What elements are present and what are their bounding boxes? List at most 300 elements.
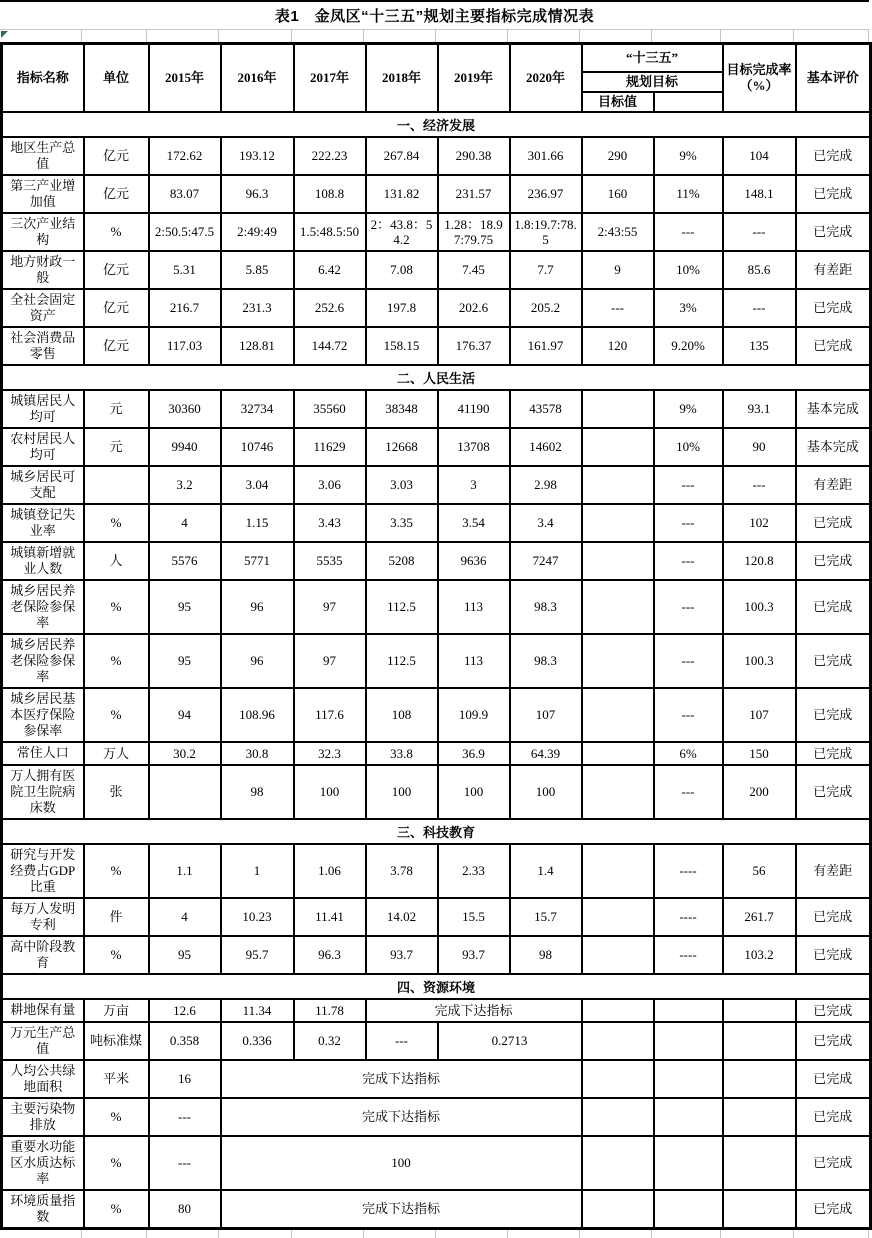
table-cell: 0.32 xyxy=(294,1022,366,1060)
table-cell: 98 xyxy=(510,936,582,974)
excel-gridline-strip-top xyxy=(0,29,869,42)
row-unit: % xyxy=(84,504,149,542)
table-cell: 98.3 xyxy=(510,580,582,634)
table-row xyxy=(2,390,871,428)
table-cell: 176.37 xyxy=(438,327,510,365)
table-cell: 有差距 xyxy=(796,251,871,289)
table-cell: --- xyxy=(654,688,723,742)
table-cell: 基本完成 xyxy=(796,428,871,466)
table-cell: 0.358 xyxy=(149,1022,221,1060)
row-label: 人均公共绿地面积 xyxy=(2,1060,84,1098)
table-row xyxy=(2,1060,871,1098)
table-cell: 1.15 xyxy=(221,504,294,542)
table-cell: 7247 xyxy=(510,542,582,580)
row-label: 城乡居民基本医疗保险参保率 xyxy=(2,688,84,742)
table-cell: 已完成 xyxy=(796,175,871,213)
table-cell: --- xyxy=(654,580,723,634)
table-cell: 90 xyxy=(723,428,796,466)
table-cell: 5.85 xyxy=(221,251,294,289)
gridline-stub xyxy=(721,1230,794,1238)
header-year-2015: 2015年 xyxy=(149,44,221,112)
table-cell: 3.43 xyxy=(294,504,366,542)
table-cell xyxy=(582,765,654,819)
table-cell: 290 xyxy=(582,137,654,175)
table-cell: 9940 xyxy=(149,428,221,466)
table-cell: 33.8 xyxy=(366,742,438,765)
table-cell: 已完成 xyxy=(796,137,871,175)
table-cell: --- xyxy=(654,504,723,542)
table-cell: 1.8:19.7:78.5 xyxy=(510,213,582,251)
table-header xyxy=(2,44,871,112)
table-cell xyxy=(582,580,654,634)
table-cell: 2.98 xyxy=(510,466,582,504)
table-cell: 已完成 xyxy=(796,1190,871,1229)
table-row xyxy=(2,898,871,936)
table-cell: 117.6 xyxy=(294,688,366,742)
table-cell: 已完成 xyxy=(796,999,871,1022)
table-cell: 3.06 xyxy=(294,466,366,504)
row-unit xyxy=(84,466,149,504)
table-cell: 252.6 xyxy=(294,289,366,327)
table-cell: --- xyxy=(654,466,723,504)
gridline-stub xyxy=(580,30,652,42)
row-label: 万人拥有医院卫生院病床数 xyxy=(2,765,84,819)
row-unit: % xyxy=(84,634,149,688)
section-label: 三、科技教育 xyxy=(2,819,871,844)
table-row xyxy=(2,634,871,688)
table-cell: 11.78 xyxy=(294,999,366,1022)
table-cell: 已完成 xyxy=(796,1098,871,1136)
table-cell: 3.03 xyxy=(366,466,438,504)
table-cell: 236.97 xyxy=(510,175,582,213)
table-cell: 96 xyxy=(221,580,294,634)
table-cell: 96.3 xyxy=(221,175,294,213)
table-cell: 7.45 xyxy=(438,251,510,289)
table-cell: 2:49:49 xyxy=(221,213,294,251)
table-row xyxy=(2,251,871,289)
table-cell: 95 xyxy=(149,936,221,974)
gridline-stub xyxy=(436,30,508,42)
table-cell: 13708 xyxy=(438,428,510,466)
table-cell xyxy=(582,504,654,542)
table-row xyxy=(2,137,871,175)
table-cell: 已完成 xyxy=(796,898,871,936)
table-cell: 83.07 xyxy=(149,175,221,213)
table-cell: 93.7 xyxy=(438,936,510,974)
table-cell: 112.5 xyxy=(366,634,438,688)
table-row xyxy=(2,742,871,765)
table-cell: 9.20% xyxy=(654,327,723,365)
indicators-table xyxy=(0,42,872,1230)
section-row xyxy=(2,365,871,390)
table-cell: 基本完成 xyxy=(796,390,871,428)
table-cell: 56 xyxy=(723,844,796,898)
row-unit: % xyxy=(84,580,149,634)
table-cell: 12668 xyxy=(366,428,438,466)
table-cell: 100 xyxy=(294,765,366,819)
row-label: 城镇新增就业人数 xyxy=(2,542,84,580)
table-cell: 16 xyxy=(149,1060,221,1098)
table-row xyxy=(2,213,871,251)
table-cell: 95.7 xyxy=(221,936,294,974)
table-cell: --- xyxy=(654,542,723,580)
header-row-1 xyxy=(2,44,871,72)
gridline-stub xyxy=(82,30,147,42)
table-cell: 100 xyxy=(438,765,510,819)
table-cell: 160 xyxy=(582,175,654,213)
row-label: 农村居民人均可 xyxy=(2,428,84,466)
table-cell: ---- xyxy=(654,898,723,936)
table-cell: 6% xyxy=(654,742,723,765)
table-cell: 3.54 xyxy=(438,504,510,542)
table-cell: 100 xyxy=(366,765,438,819)
table-cell: 200 xyxy=(723,765,796,819)
gridline-stub xyxy=(364,30,436,42)
table-cell xyxy=(582,428,654,466)
table-cell: 108 xyxy=(366,688,438,742)
table-cell: 32734 xyxy=(221,390,294,428)
row-unit: 万人 xyxy=(84,742,149,765)
section-label: 二、人民生活 xyxy=(2,365,871,390)
table-cell: 3 xyxy=(438,466,510,504)
table-cell: 43578 xyxy=(510,390,582,428)
table-cell xyxy=(723,1098,796,1136)
gridline-stub xyxy=(794,30,869,42)
table-cell: 4 xyxy=(149,504,221,542)
table-cell: 197.8 xyxy=(366,289,438,327)
table-row xyxy=(2,844,871,898)
row-label: 地方财政一般 xyxy=(2,251,84,289)
table-cell: 158.15 xyxy=(366,327,438,365)
gridline-stub xyxy=(652,1230,721,1238)
table-cell: 3.35 xyxy=(366,504,438,542)
row-label: 每万人发明专利 xyxy=(2,898,84,936)
table-cell: 5576 xyxy=(149,542,221,580)
table-cell xyxy=(654,1136,723,1190)
header-target-value: 目标值 xyxy=(582,92,654,112)
table-cell: 80 xyxy=(149,1190,221,1229)
table-cell xyxy=(582,1098,654,1136)
table-cell: 32.3 xyxy=(294,742,366,765)
table-cell xyxy=(582,1022,654,1060)
table-cell xyxy=(654,1190,723,1229)
table-row xyxy=(2,466,871,504)
table-cell: 120.8 xyxy=(723,542,796,580)
table-row xyxy=(2,428,871,466)
table-cell xyxy=(582,688,654,742)
table-cell: 97 xyxy=(294,580,366,634)
table-cell: 1.06 xyxy=(294,844,366,898)
row-unit: % xyxy=(84,936,149,974)
row-label: 社会消费品零售 xyxy=(2,327,84,365)
table-cell: --- xyxy=(654,634,723,688)
table-row xyxy=(2,1022,871,1060)
table-cell xyxy=(723,1136,796,1190)
table-cell: 已完成 xyxy=(796,542,871,580)
table-cell xyxy=(582,466,654,504)
table-cell: 11.41 xyxy=(294,898,366,936)
table-cell: 94 xyxy=(149,688,221,742)
table-cell: 完成下达指标 xyxy=(221,1190,582,1229)
table-cell: 30360 xyxy=(149,390,221,428)
table-cell: --- xyxy=(723,289,796,327)
table-cell: 216.7 xyxy=(149,289,221,327)
gridline-stub xyxy=(364,1230,436,1238)
row-label: 主要污染物排放 xyxy=(2,1098,84,1136)
row-unit: 元 xyxy=(84,428,149,466)
table-cell: 100 xyxy=(221,1136,582,1190)
row-label: 重要水功能区水质达标率 xyxy=(2,1136,84,1190)
table-cell: 7.08 xyxy=(366,251,438,289)
row-unit: % xyxy=(84,213,149,251)
table-cell: 10% xyxy=(654,428,723,466)
table-cell: 113 xyxy=(438,634,510,688)
table-cell: 97 xyxy=(294,634,366,688)
table-cell: 9636 xyxy=(438,542,510,580)
table-cell: 95 xyxy=(149,634,221,688)
table-cell: 已完成 xyxy=(796,1022,871,1060)
table-cell: 9% xyxy=(654,137,723,175)
table-row xyxy=(2,999,871,1022)
row-label: 城乡居民可支配 xyxy=(2,466,84,504)
table-body xyxy=(2,112,871,1229)
table-cell: 10% xyxy=(654,251,723,289)
row-label: 常住人口 xyxy=(2,742,84,765)
table-cell xyxy=(582,742,654,765)
table-cell: 290.38 xyxy=(438,137,510,175)
excel-error-triangle-icon xyxy=(1,31,8,38)
table-row xyxy=(2,289,871,327)
row-unit: % xyxy=(84,1136,149,1190)
table-cell: 161.97 xyxy=(510,327,582,365)
table-cell: 12.6 xyxy=(149,999,221,1022)
table-cell: 38348 xyxy=(366,390,438,428)
table-cell: --- xyxy=(654,213,723,251)
row-label: 城乡居民养老保险参保率 xyxy=(2,580,84,634)
table-cell: 108.8 xyxy=(294,175,366,213)
section-row xyxy=(2,819,871,844)
table-cell: 41190 xyxy=(438,390,510,428)
table-cell: 131.82 xyxy=(366,175,438,213)
table-cell: 112.5 xyxy=(366,580,438,634)
table-cell: 96 xyxy=(221,634,294,688)
table-cell: 104 xyxy=(723,137,796,175)
table-row xyxy=(2,1190,871,1229)
table-row xyxy=(2,542,871,580)
table-cell: --- xyxy=(723,213,796,251)
section-label: 一、经济发展 xyxy=(2,112,871,137)
table-cell: 107 xyxy=(510,688,582,742)
table-cell: 0.336 xyxy=(221,1022,294,1060)
table-cell: 9% xyxy=(654,390,723,428)
table-title: 表1 金凤区“十三五”规划主要指标完成情况表 xyxy=(274,8,595,25)
header-year-2020: 2020年 xyxy=(510,44,582,112)
table-cell: 7.7 xyxy=(510,251,582,289)
table-cell: 已完成 xyxy=(796,742,871,765)
table-cell: 108.96 xyxy=(221,688,294,742)
table-cell: 102 xyxy=(723,504,796,542)
table-cell: 95 xyxy=(149,580,221,634)
table-cell: 3.78 xyxy=(366,844,438,898)
row-label: 城乡居民养老保险参保率 xyxy=(2,634,84,688)
table-cell: 64.39 xyxy=(510,742,582,765)
table-cell: 100.3 xyxy=(723,634,796,688)
row-label: 三次产业结构 xyxy=(2,213,84,251)
table-cell: 6.42 xyxy=(294,251,366,289)
row-unit: 亿元 xyxy=(84,137,149,175)
gridline-stub xyxy=(436,1230,508,1238)
table-row xyxy=(2,688,871,742)
table-cell xyxy=(582,898,654,936)
table-cell: 完成下达指标 xyxy=(366,999,582,1022)
gridline-stub xyxy=(508,30,580,42)
gridline-stub xyxy=(219,1230,292,1238)
table-cell xyxy=(582,844,654,898)
header-year-2016: 2016年 xyxy=(221,44,294,112)
gridline-stub xyxy=(219,30,292,42)
section-row xyxy=(2,112,871,137)
table-cell: 30.2 xyxy=(149,742,221,765)
table-cell: 301.66 xyxy=(510,137,582,175)
table-cell: 193.12 xyxy=(221,137,294,175)
table-row xyxy=(2,327,871,365)
table-cell: --- xyxy=(582,289,654,327)
row-label: 城镇登记失业率 xyxy=(2,504,84,542)
table-cell: 已完成 xyxy=(796,765,871,819)
table-cell: 30.8 xyxy=(221,742,294,765)
table-cell: 150 xyxy=(723,742,796,765)
table-cell: 3.2 xyxy=(149,466,221,504)
table-cell: --- xyxy=(654,765,723,819)
table-cell xyxy=(149,765,221,819)
table-cell xyxy=(654,1098,723,1136)
table-cell: 202.6 xyxy=(438,289,510,327)
table-cell: 113 xyxy=(438,580,510,634)
gridline-stub xyxy=(0,30,82,42)
header-evaluation: 基本评价 xyxy=(796,44,871,112)
table-cell xyxy=(582,936,654,974)
table-cell: --- xyxy=(723,466,796,504)
table-cell: 有差距 xyxy=(796,844,871,898)
table-cell: 120 xyxy=(582,327,654,365)
row-unit: 张 xyxy=(84,765,149,819)
table-cell: 5535 xyxy=(294,542,366,580)
table-cell: --- xyxy=(149,1098,221,1136)
table-cell: 148.1 xyxy=(723,175,796,213)
row-unit: 件 xyxy=(84,898,149,936)
table-cell: 205.2 xyxy=(510,289,582,327)
table-cell: 4 xyxy=(149,898,221,936)
table-row xyxy=(2,175,871,213)
table-cell xyxy=(582,999,654,1022)
table-cell: 1.4 xyxy=(510,844,582,898)
table-cell: ---- xyxy=(654,844,723,898)
table-cell: 11629 xyxy=(294,428,366,466)
table-cell xyxy=(723,1060,796,1098)
row-unit: 人 xyxy=(84,542,149,580)
table-cell: 85.6 xyxy=(723,251,796,289)
row-label: 城镇居民人均可 xyxy=(2,390,84,428)
table-row xyxy=(2,765,871,819)
table-cell: 98.3 xyxy=(510,634,582,688)
table-cell: 222.23 xyxy=(294,137,366,175)
table-cell: 14602 xyxy=(510,428,582,466)
table-cell xyxy=(723,1190,796,1229)
table-cell: 100.3 xyxy=(723,580,796,634)
gridline-stub xyxy=(292,1230,364,1238)
table-cell: 10.23 xyxy=(221,898,294,936)
table-cell: ---- xyxy=(654,936,723,974)
gridline-stub xyxy=(508,1230,580,1238)
table-cell xyxy=(582,1136,654,1190)
table-cell: 100 xyxy=(510,765,582,819)
gridline-stub xyxy=(292,30,364,42)
table-cell xyxy=(654,1060,723,1098)
table-row xyxy=(2,1098,871,1136)
table-cell: 0.2713 xyxy=(438,1022,582,1060)
row-unit: 平米 xyxy=(84,1060,149,1098)
row-unit: % xyxy=(84,1190,149,1229)
table-cell xyxy=(723,999,796,1022)
gridline-stub xyxy=(721,30,794,42)
table-cell: 15.5 xyxy=(438,898,510,936)
table-cell: 1.5:48.5:50 xyxy=(294,213,366,251)
table-cell: 98 xyxy=(221,765,294,819)
row-label: 耕地保有量 xyxy=(2,999,84,1022)
header-plan-line2: 规划目标 xyxy=(582,72,723,92)
gridline-stub xyxy=(0,1230,82,1238)
table-cell: 10746 xyxy=(221,428,294,466)
header-completion-rate: 目标完成率（%） xyxy=(723,44,796,112)
row-unit: 亿元 xyxy=(84,327,149,365)
table-cell: 11.34 xyxy=(221,999,294,1022)
table-cell xyxy=(654,999,723,1022)
table-cell xyxy=(582,542,654,580)
table-cell: --- xyxy=(149,1136,221,1190)
table-cell: 5208 xyxy=(366,542,438,580)
row-label: 万元生产总值 xyxy=(2,1022,84,1060)
row-label: 第三产业增加值 xyxy=(2,175,84,213)
row-label: 全社会固定资产 xyxy=(2,289,84,327)
table-cell: 2.33 xyxy=(438,844,510,898)
table-cell: 172.62 xyxy=(149,137,221,175)
table-cell: 103.2 xyxy=(723,936,796,974)
table-cell: 已完成 xyxy=(796,1060,871,1098)
table-cell: 已完成 xyxy=(796,213,871,251)
table-row xyxy=(2,1136,871,1190)
table-cell: 231.3 xyxy=(221,289,294,327)
row-label: 环境质量指数 xyxy=(2,1190,84,1229)
table-cell: 有差距 xyxy=(796,466,871,504)
table-cell: 已完成 xyxy=(796,504,871,542)
table-cell xyxy=(582,390,654,428)
table-cell xyxy=(582,1060,654,1098)
table-cell: 已完成 xyxy=(796,634,871,688)
table-cell: 231.57 xyxy=(438,175,510,213)
row-label: 研究与开发经费占GDP比重 xyxy=(2,844,84,898)
table-cell: 117.03 xyxy=(149,327,221,365)
table-cell: 96.3 xyxy=(294,936,366,974)
header-year-2017: 2017年 xyxy=(294,44,366,112)
header-plan-line1: “十三五” xyxy=(582,44,723,72)
header-year-2018: 2018年 xyxy=(366,44,438,112)
gridline-stub xyxy=(147,1230,219,1238)
table-cell xyxy=(723,1022,796,1060)
table-cell: 2:43:55 xyxy=(582,213,654,251)
gridline-stub xyxy=(580,1230,652,1238)
row-unit: % xyxy=(84,688,149,742)
table-cell: 已完成 xyxy=(796,289,871,327)
